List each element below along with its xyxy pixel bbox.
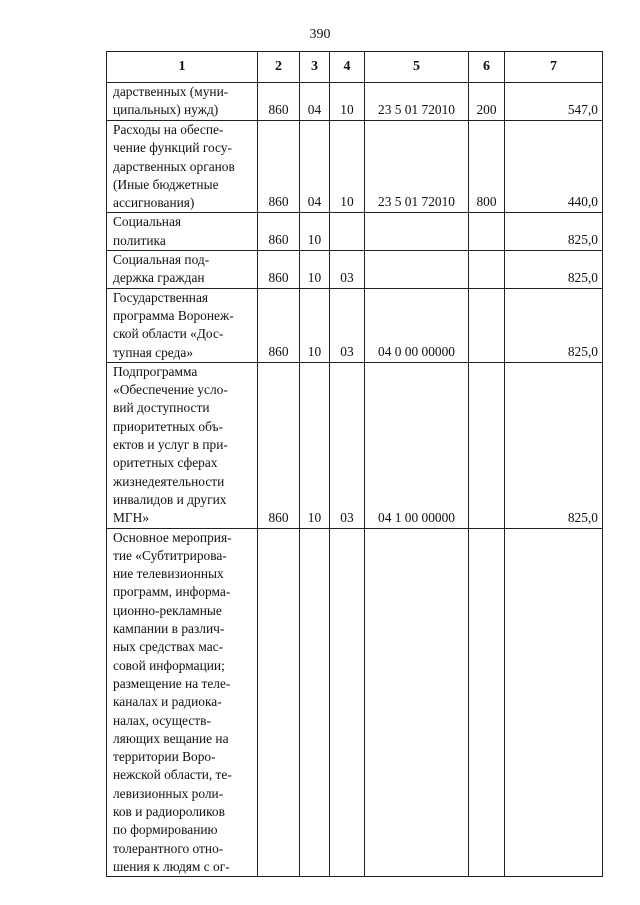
table-row bbox=[107, 362, 603, 528]
cell-value: 04 0 00 00000 bbox=[378, 343, 455, 359]
cell-value: 440,0 bbox=[567, 194, 598, 210]
description-line: каналах и радиока- bbox=[113, 694, 222, 710]
cell-value: 04 bbox=[307, 194, 322, 210]
description-line: оритетных сферах bbox=[113, 455, 218, 471]
subsection-code-cell bbox=[330, 528, 365, 877]
description-line: «Обеспечение усло- bbox=[113, 382, 228, 398]
expense-type-cell bbox=[469, 121, 505, 213]
cell-value: 200 bbox=[476, 102, 497, 117]
cell-value: 23 5 01 72010 bbox=[378, 194, 455, 210]
cell-value: 10 bbox=[307, 343, 322, 359]
description-line: Социальная bbox=[113, 214, 182, 230]
column-header: 5 bbox=[365, 52, 469, 83]
target-article-cell bbox=[365, 213, 469, 251]
cell-value: 860 bbox=[268, 102, 289, 117]
table-row bbox=[107, 528, 603, 877]
cell-value: 860 bbox=[268, 269, 289, 285]
cell-value: 03 bbox=[340, 269, 354, 285]
cell-value: 860 bbox=[268, 194, 289, 210]
description-line: по формированию bbox=[113, 822, 218, 838]
cell-value: 860 bbox=[268, 232, 289, 248]
description-line: шения к людям с ог- bbox=[113, 858, 230, 874]
description-line: ской области «Дос- bbox=[113, 326, 224, 342]
row-description bbox=[107, 528, 258, 877]
description-line: ектов и услуг в при- bbox=[113, 437, 228, 453]
expense-type-cell bbox=[469, 213, 505, 251]
description-line: держка граждан bbox=[113, 270, 205, 286]
cell-value: 10 bbox=[340, 102, 354, 117]
ministry-code-cell bbox=[258, 251, 300, 289]
cell-value: 03 bbox=[340, 343, 354, 359]
description-line: ляющих вещание на bbox=[113, 730, 229, 746]
description-line: ассигнования) bbox=[113, 195, 195, 211]
description-line: инвалидов и других bbox=[113, 491, 227, 507]
description-line: дарственных (муни- bbox=[113, 84, 229, 99]
cell-value: 860 bbox=[268, 509, 289, 525]
target-article-cell bbox=[365, 251, 469, 289]
column-header: 6 bbox=[469, 52, 505, 83]
section-code-cell bbox=[300, 213, 330, 251]
amount-cell bbox=[505, 83, 603, 121]
description-line: программа Воронеж- bbox=[113, 307, 234, 323]
description-line: ков и радиороликов bbox=[113, 803, 225, 819]
row-description bbox=[107, 121, 258, 213]
subsection-code-cell bbox=[330, 288, 365, 362]
ministry-code-cell bbox=[258, 213, 300, 251]
target-article-cell bbox=[365, 121, 469, 213]
subsection-code-cell bbox=[330, 121, 365, 213]
description-line: совой информации; bbox=[113, 657, 225, 673]
table-header-row bbox=[107, 52, 603, 83]
description-line: приоритетных объ- bbox=[113, 418, 223, 434]
description-line: программ, информа- bbox=[113, 584, 231, 600]
description-line: налах, осуществ- bbox=[113, 712, 211, 728]
table-row bbox=[107, 288, 603, 362]
description-line: МГН» bbox=[113, 510, 150, 526]
description-line: вий доступности bbox=[113, 400, 210, 416]
table-row bbox=[107, 83, 603, 121]
description-line: тие «Субтитрирова- bbox=[113, 547, 227, 563]
expense-type-cell bbox=[469, 251, 505, 289]
row-description bbox=[107, 362, 258, 528]
expense-type-cell bbox=[469, 83, 505, 121]
column-header: 1 bbox=[107, 52, 258, 83]
section-code-cell bbox=[300, 251, 330, 289]
column-header: 4 bbox=[330, 52, 365, 83]
column-header: 7 bbox=[505, 52, 603, 83]
description-line: Государственная bbox=[113, 289, 209, 305]
expense-type-cell bbox=[469, 362, 505, 528]
budget-table bbox=[106, 51, 603, 877]
page-number: 390 bbox=[309, 27, 331, 42]
amount-cell bbox=[505, 251, 603, 289]
ministry-code-cell bbox=[258, 362, 300, 528]
section-code-cell bbox=[300, 121, 330, 213]
ministry-code-cell bbox=[258, 288, 300, 362]
subsection-code-cell bbox=[330, 362, 365, 528]
subsection-code-cell bbox=[330, 213, 365, 251]
description-line: Основное мероприя- bbox=[113, 529, 232, 545]
cell-value: 10 bbox=[340, 194, 354, 210]
amount-cell bbox=[505, 288, 603, 362]
table-row bbox=[107, 213, 603, 251]
description-line: Расходы на обеспе- bbox=[113, 122, 224, 137]
ministry-code-cell bbox=[258, 528, 300, 877]
ministry-code-cell bbox=[258, 83, 300, 121]
description-line: чение функций госу- bbox=[113, 140, 232, 156]
subsection-code-cell bbox=[330, 251, 365, 289]
description-line: Социальная под- bbox=[113, 252, 210, 268]
cell-value: 23 5 01 72010 bbox=[378, 102, 455, 117]
target-article-cell bbox=[365, 528, 469, 877]
expense-type-cell bbox=[469, 528, 505, 877]
expense-type-cell bbox=[469, 288, 505, 362]
description-line: нежской области, те- bbox=[113, 767, 232, 783]
table-row bbox=[107, 251, 603, 289]
cell-value: 04 bbox=[307, 102, 322, 117]
cell-value: 547,0 bbox=[567, 102, 598, 117]
amount-cell bbox=[505, 528, 603, 877]
section-code-cell bbox=[300, 288, 330, 362]
amount-cell bbox=[505, 362, 603, 528]
column-header: 2 bbox=[258, 52, 300, 83]
amount-cell bbox=[505, 121, 603, 213]
cell-value: 860 bbox=[268, 343, 289, 359]
description-line: ние телевизионных bbox=[113, 566, 224, 582]
section-code-cell bbox=[300, 362, 330, 528]
cell-value: 04 1 00 00000 bbox=[378, 509, 455, 525]
description-line: размещение на теле- bbox=[113, 675, 231, 691]
cell-value: 800 bbox=[476, 194, 497, 210]
description-line: ционно-рекламные bbox=[113, 602, 222, 618]
description-line: левизионных роли- bbox=[113, 785, 224, 801]
cell-value: 10 bbox=[307, 509, 322, 525]
description-line: кампании в различ- bbox=[113, 621, 225, 637]
section-code-cell bbox=[300, 83, 330, 121]
amount-cell bbox=[505, 213, 603, 251]
subsection-code-cell bbox=[330, 83, 365, 121]
description-line: (Иные бюджетные bbox=[113, 176, 219, 192]
row-description bbox=[107, 83, 258, 121]
description-line: политика bbox=[113, 232, 166, 248]
description-line: жизнедеятельности bbox=[113, 473, 225, 489]
description-line: тупная среда» bbox=[113, 344, 194, 360]
row-description bbox=[107, 288, 258, 362]
cell-value: 03 bbox=[340, 509, 354, 525]
table-row bbox=[107, 121, 603, 213]
column-header: 3 bbox=[300, 52, 330, 83]
cell-value: 825,0 bbox=[567, 232, 598, 248]
description-line: ных средствах мас- bbox=[113, 639, 224, 655]
cell-value: 825,0 bbox=[567, 269, 598, 285]
description-line: дарственных органов bbox=[113, 158, 235, 174]
row-description bbox=[107, 213, 258, 251]
description-line: ципальных) нужд) bbox=[113, 102, 219, 118]
cell-value: 825,0 bbox=[567, 343, 598, 359]
cell-value: 10 bbox=[307, 269, 322, 285]
row-description bbox=[107, 251, 258, 289]
description-line: толерантного отно- bbox=[113, 840, 224, 856]
target-article-cell bbox=[365, 362, 469, 528]
description-line: Подпрограмма bbox=[113, 363, 198, 379]
cell-value: 10 bbox=[307, 232, 322, 248]
section-code-cell bbox=[300, 528, 330, 877]
ministry-code-cell bbox=[258, 121, 300, 213]
description-line: территории Воро- bbox=[113, 749, 216, 765]
target-article-cell bbox=[365, 288, 469, 362]
target-article-cell bbox=[365, 83, 469, 121]
cell-value: 825,0 bbox=[567, 509, 598, 525]
